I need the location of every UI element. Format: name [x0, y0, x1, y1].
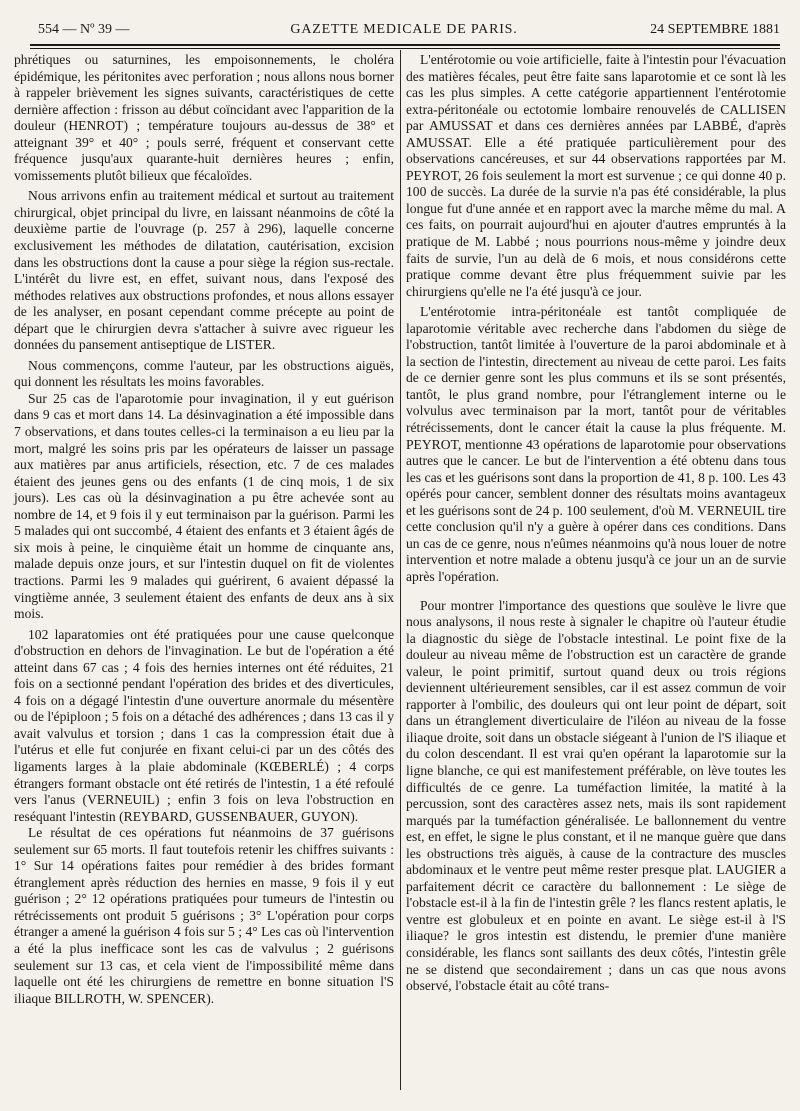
- right-column: [406, 52, 786, 995]
- header-rule-thick: [30, 44, 780, 46]
- left-paragraph-1: phrétiques ou saturnines, les empoisonnements, le choléra épidémique, les péritonites avec perforation ; nous allons nous borner à rappeler brièvement les signes suivants, caractéristiques de cette dernière affection : frisson au début coïncidant avec l'apparition de la douleur (HENROT) ; température toujours au-dessus de 38° et atteignant 39° et 40° ; pouls serré, fréquent et conservant cette fréquence jusqu'aux quarante-huit dernières heures ; enfin, vomissements plutôt bilieux que fécaloïdes.: [14, 52, 394, 183]
- left-paragraph-3: Nous commençons, comme l'auteur, par les obstructions aiguës, qui donnent les résultats les moins favorables.: [14, 357, 394, 390]
- left-paragraph-5: 102 laparatomies ont été pratiquées pour une cause quelconque d'obstruction en dehors de l'invagination. Le but de l'opération a été atteint dans 67 cas ; 4 fois des hernies internes ont été réduites, 21 fois on a sectionné pendant l'opération des brides et des diverticules, 4 fois on a dégagé l'intestin d'une ouverture anormale du mésentère ou de l'épiploon ; 5 fois on a détaché des adhérences ; dans 13 cas il y avait valvulus et torsion ; dans 1 cas la compression était due à l'utérus et elle fut conjurée en fixant celui-ci par un des côtés des ligaments larges à la plaie abdominale (KŒBERLÉ) ; 4 corps étrangers formant obstacle ont été retirés de l'intestin, 1 a été refoulé vers l'anus (VERNEUIL) ; enfin 3 fois on leva l'obstruction en reséquant l'intestin (REYBARD, GUSSENBAUER, GUYON).: [14, 626, 394, 824]
- issue-date: 24 SEPTEMBRE 1881: [650, 22, 780, 37]
- column-divider: [400, 50, 401, 1090]
- right-paragraph-1: L'entérotomie ou voie artificielle, faite à l'intestin pour l'évacuation des matières fécales, peut être faite sans laparotomie et ce sont là les cas les plus simples. A cette catégorie appartiennent l'entérotomie extra-péritonéale ou ectotomie lombaire renouvelés de CALLISEN par AMUSSAT et dans ces dernières années par LABBÉ, d'après AMUSSAT. Elle a été pratiquée particulièrement pour des observations cancéreuses, et sur 44 observations rapportées par M. PEYROT, 26 fois seulement la mort est survenue ; ce qui donne 40 p. 100 de succès. La durée de la survie n'a pas été considérable, la plus longue fut d'une année et en rapport avec la marche même du mal. A ces faits, on pourrait aujourd'hui en ajouter d'autres empruntés à la pratique de M. Labbé ; nous pourrions nous-même y joindre deux faits de survie, l'un au delà de 6 mois, et nous considérons cette pratique comme devant être plus fréquemment suivie par les chirurgiens qu'elle ne l'a été jusqu'à ce jour.: [406, 52, 786, 299]
- journal-title: GAZETTE MEDICALE DE PARIS.: [290, 22, 518, 37]
- header-rule-thin: [30, 48, 780, 49]
- right-paragraph-2: L'entérotomie intra-péritonéale est tantôt compliquée de laparotomie véritable avec recherche dans l'abdomen du siège de l'obstruction, tantôt limitée à l'ouverture de la paroi abdominale et à la section de l'intestin, directement au niveau de cette paroi. Les faits de ce dernier genre sont les plus communs et ils se sont présentés, tantôt, le plus grand nombre, pour l'étranglement interne ou le volvulus avec terminaison par la mort, tantôt pour de véritables rétrécissements, dont le cancer était la cause la plus fréquente. M. PEYROT, mentionne 43 opérations de laparotomie pour observations autres que le cancer. Le but de l'intervention a été obtenu dans tous les cas et les guérisons sont dans la proportion de 41, 8 p. 100. Les 43 opérés pour cancer, semblent donner des résultats moins avantageux et les guérisons sont de 24 p. 100 seulement, d'où M. VERNEUIL tire cette conclusion qu'il n'y a guère à opérer dans ces conditions. Dans un cas de ce genre, nous n'eûmes néanmoins qu'à nous louer de notre intervention et notre malade a obtenu jusqu'à ce jour un an de survie après l'opération.: [406, 304, 786, 584]
- left-paragraph-6: Le résultat de ces opérations fut néanmoins de 37 guérisons seulement sur 65 morts. Il faut toutefois retenir les chiffres suivants : 1° Sur 14 opérations faites pour remédier à des brides formant étranglement après réduction des hernies en masse, 9 fois il y eut guérison ; 2° 12 opérations pratiquées pour tumeurs de l'intestin ou rétrécissements ont produit 5 guérisons ; 3° L'opération pour corps étranger a amené la guérison 4 fois sur 5 ; 4° Les cas où l'intervention a été la plus inefficace sont les cas de valvulus ; 2 guérisons seulement sur 13 cas, et cela vient de l'impossibilité même dans laquelle ont été les chirurgiens de remettre en bonne situation l'S iliaque BILLROTH, W. SPENCER).: [14, 825, 394, 1006]
- right-paragraph-3: Pour montrer l'importance des questions que soulève le livre que nous analysons, il nous reste à signaler le chapitre où l'auteur étudie la diagnostic du siège de l'obstacle intestinal. Le point fixe de la douleur au niveau même de l'obstruction est un caractère de grande valeur, le point primitif, surtout quand deux ou trois régions deviennent ultérieurement sensibles, car il est assez commun de voir rapporter à l'ombilic, des douleurs qui ont leur point de départ, soit dans un étranglement diverticulaire de l'iléon au niveau de la fosse iliaque droite, soit dans un obstacle siégeant à l'union de l'S iliaque et du colon descendant. Il est vrai qu'en opérant la laparotomie sur la ligne blanche, ce qui est manifestement préférable, on lève toutes les difficultés de ce genre. La tuméfaction limitée, la matité à la percussion, sont des caractères assez nets, mais ils sont rapidement marqués par la tuméfaction généralisée. Le ballonnement du ventre est, en effet, le signe le plus constant, et il ne manque guère que dans les obstructions très aiguës, à cause de la contracture des muscles abdominaux et le ventre peut même rester presque plat. LAUGIER a parfaitement décrit ce caractère du ballonnement : Le siège de l'obstacle est-il à la fin de l'intestin grêle ? les flancs restent aplatis, le ventre est globuleux et en pointe en avant. Le siège est-il à l'S iliaque? le gros intestin est distendu, le premier d'une manière considérable, les flancs sont saillants des deux côtés, l'intestin grêle ne se distend que secondairement ; dans un cas que nous avons observé, l'obstacle était au côté trans-: [406, 597, 786, 994]
- left-column: [14, 52, 394, 1007]
- left-paragraph-2: Nous arrivons enfin au traitement médical et surtout au traitement chirurgical, objet principal du livre, en laissant néanmoins de côté la deuxième partie de l'ouvrage (p. 257 à 296), laquelle concerne exclusivement les méthodes de dilatation, cautérisation, excision dans les obstructions dont la cause a pour siège la région sus-rectale. L'intérêt du livre est, en effet, suivant nous, dans l'exposé des méthodes relatives aux obstructions profondes, et nous allons essayer de les analyser, en posant cependant comme précepte au point de départ que le chirurgien devra s'attacher à suivre avec rigueur les données du pansement antiseptique de LISTER.: [14, 188, 394, 353]
- page-number: 554 — Nº 39 —: [38, 22, 130, 37]
- left-paragraph-4: Sur 25 cas de l'aparotomie pour invagination, il y eut guérison dans 9 cas et mort dans 14. La désinvagination a été impossible dans 7 observations, et dans toutes celles-ci la terminaison a eu lieu par la mort, malgré les soins pris par les opérateurs de laisser un passage aux matières par anus artificiels, résection, etc. 7 de ces malades étaient des jeunes gens ou des enfants (1 de cinq mois, 1 de six jours). Les cas où la désinvagination a pu être achevée sont au nombre de 14, et 9 fois il y eut terminaison par la guérison. Parmi les 5 malades qui ont succombé, 4 étaient des enfants et 3 étaient âgés de six mois à peine, le cinquième était un homme de cinquante ans, malade depuis onze jours, et sur l'intestin duquel on fit de violentes tractions. Parmi les 9 malades qui guérirent, 6 avaient dépassé la vingtième année, 3 seulement étaient des enfants de deux ans à six mois.: [14, 390, 394, 622]
- page-header: [28, 22, 780, 42]
